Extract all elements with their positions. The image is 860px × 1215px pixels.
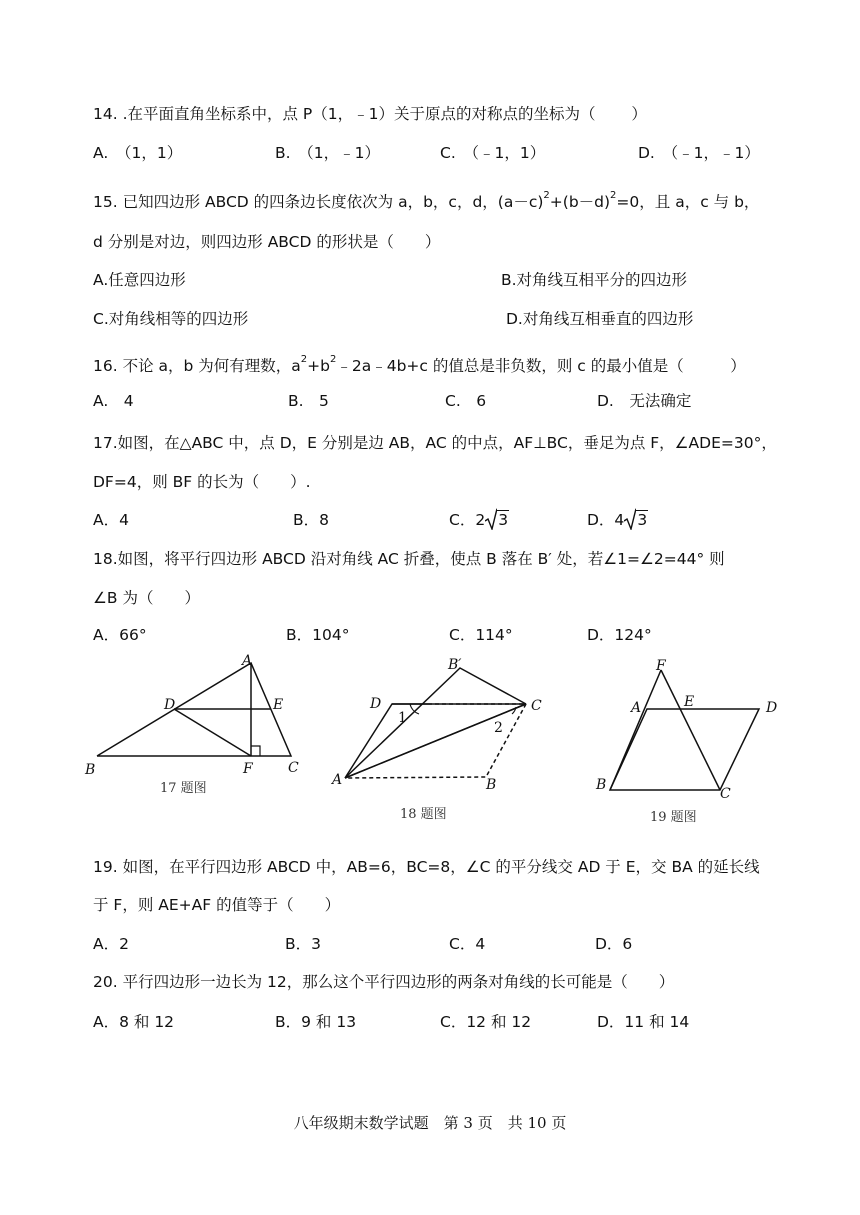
q15-option-c: C.对角线相等的四边形 <box>93 310 249 328</box>
q16-option-c: C. 6 <box>445 392 487 410</box>
sqrt-icon <box>485 510 509 530</box>
q14-stem: 14. .在平面直角坐标系中，点 P（1，﹣1）关于原点的对称点的坐标为（ ） <box>93 105 647 123</box>
fig18-label-angle2: 2 <box>494 720 503 736</box>
fig19-label-e: E <box>684 694 695 710</box>
q15-expr-1: (a－c) <box>497 193 544 211</box>
q14-option-b: B. （1，﹣1） <box>275 144 381 162</box>
q20-option-c: C．12 和 12 <box>440 1013 532 1031</box>
q17-option-a: A．4 <box>93 511 129 529</box>
fig19-label-c: C <box>720 786 731 800</box>
fig19-caption: 19 题图 <box>650 810 697 825</box>
fig19-label-a: A <box>631 700 642 716</box>
q16-option-b: B. 5 <box>288 392 329 410</box>
q16-stem-b: ﹣2a﹣4b+c 的值总是非负数，则 c 的最小值是（ ） <box>336 357 746 375</box>
q17-option-d-coef: D．4 <box>587 511 625 529</box>
sqrt-icon <box>624 510 648 530</box>
q20-stem: 20. 平行四边形一边长为 12，那么这个平行四边形的两条对角线的长可能是（ ） <box>93 973 675 991</box>
fig19-label-d: D <box>766 700 778 716</box>
q16-option-d: D. 无法确定 <box>597 392 692 410</box>
q17-stem-line2: DF=4，则 BF 的长为（ ）. <box>93 473 311 491</box>
q15-option-b: B.对角线互相平分的四边形 <box>501 271 688 289</box>
fig18-label-a: A <box>332 772 343 788</box>
q18-stem-line1: 18.如图，将平行四边形 ABCD 沿对角线 AC 折叠，使点 B 落在 B′ 处，若∠1=∠2=44° 则 <box>93 550 725 568</box>
q16-exp-1: 2 <box>300 354 308 365</box>
q18-option-a: A．66° <box>93 626 147 644</box>
q16-option-a: A. 4 <box>93 392 134 410</box>
q15-stem-line1 <box>93 192 759 212</box>
q19-stem-line2: 于 F，则 AE+AF 的值等于（ ） <box>93 896 341 914</box>
q19-option-d: D．6 <box>595 935 633 953</box>
q20-option-a: A．8 和 12 <box>93 1013 175 1031</box>
q19-stem-line1: 19. 如图，在平行四边形 ABCD 中，AB=6，BC=8，∠C 的平分线交 AD 于 E，交 BA 的延长线 <box>93 858 760 876</box>
q15-option-a: A.任意四边形 <box>93 271 186 289</box>
fig17-label-f: F <box>243 761 253 776</box>
q17-option-c <box>449 510 509 530</box>
q16-exp-2: 2 <box>329 354 337 365</box>
fig18-label-bprime: B′ <box>448 657 462 673</box>
q15-expr-3: =0，且 a，c 与 b， <box>616 193 760 211</box>
q17-option-b: B．8 <box>293 511 329 529</box>
q15-stem-text: 15. 已知四边形 ABCD 的四条边长度依次为 a，b，c，d， <box>93 193 498 211</box>
figure-19 <box>590 652 800 800</box>
q15-option-d: D.对角线互相垂直的四边形 <box>506 310 694 328</box>
fig18-label-d: D <box>370 696 382 712</box>
fig17-label-a: A <box>242 653 253 669</box>
fig17-label-e: E <box>273 697 284 713</box>
q18-option-c: C．114° <box>449 626 513 644</box>
q19-option-a: A．2 <box>93 935 129 953</box>
figure-17 <box>80 652 310 776</box>
fig17-label-c: C <box>288 760 299 776</box>
page-footer: 八年级期末数学试题 第 3 页 共 10 页 <box>293 1114 567 1132</box>
q14-option-a: A. （1，1） <box>93 144 183 162</box>
fig17-label-d: D <box>164 697 176 713</box>
fig18-caption: 18 题图 <box>400 807 447 822</box>
q15-expr-2: +(b－d) <box>549 193 611 211</box>
q18-option-b: B．104° <box>286 626 350 644</box>
figure-18 <box>326 652 556 792</box>
q15-stem-line2: d 分别是对边，则四边形 ABCD 的形状是（ ） <box>93 233 441 251</box>
q19-option-b: B．3 <box>285 935 321 953</box>
q15-exp-1: 2 <box>543 190 550 201</box>
q17-option-c-coef: C．2 <box>449 511 486 529</box>
q17-option-d-radicand: 3 <box>637 511 648 529</box>
q16-stem <box>93 356 746 376</box>
q14-option-d: D. （﹣1，﹣1） <box>638 144 760 162</box>
q16-stem-mid: +b <box>307 357 330 375</box>
fig18-label-c: C <box>531 698 542 714</box>
fig19-label-f: F <box>656 658 666 674</box>
q14-option-c: C. （﹣1，1） <box>440 144 546 162</box>
q18-option-d: D．124° <box>587 626 652 644</box>
q17-option-d <box>587 510 648 530</box>
q16-stem-a: 16. 不论 a，b 为何有理数，a <box>93 357 301 375</box>
q20-option-d: D．11 和 14 <box>597 1013 690 1031</box>
fig17-caption: 17 题图 <box>160 781 207 796</box>
fig18-label-b: B <box>486 777 497 792</box>
fig19-label-b: B <box>596 777 607 793</box>
q15-exp-2: 2 <box>610 190 617 201</box>
fig17-label-b: B <box>85 762 96 776</box>
q19-option-c: C．4 <box>449 935 486 953</box>
q18-stem-line2: ∠B 为（ ） <box>93 589 200 607</box>
fig18-label-angle1: 1 <box>398 710 407 726</box>
q17-stem-line1: 17.如图，在△ABC 中，点 D，E 分别是边 AB，AC 的中点，AF⊥BC，垂足为点 F，∠ADE=30°， <box>93 434 777 452</box>
q20-option-b: B．9 和 13 <box>275 1013 357 1031</box>
q17-option-c-radicand: 3 <box>498 511 509 529</box>
